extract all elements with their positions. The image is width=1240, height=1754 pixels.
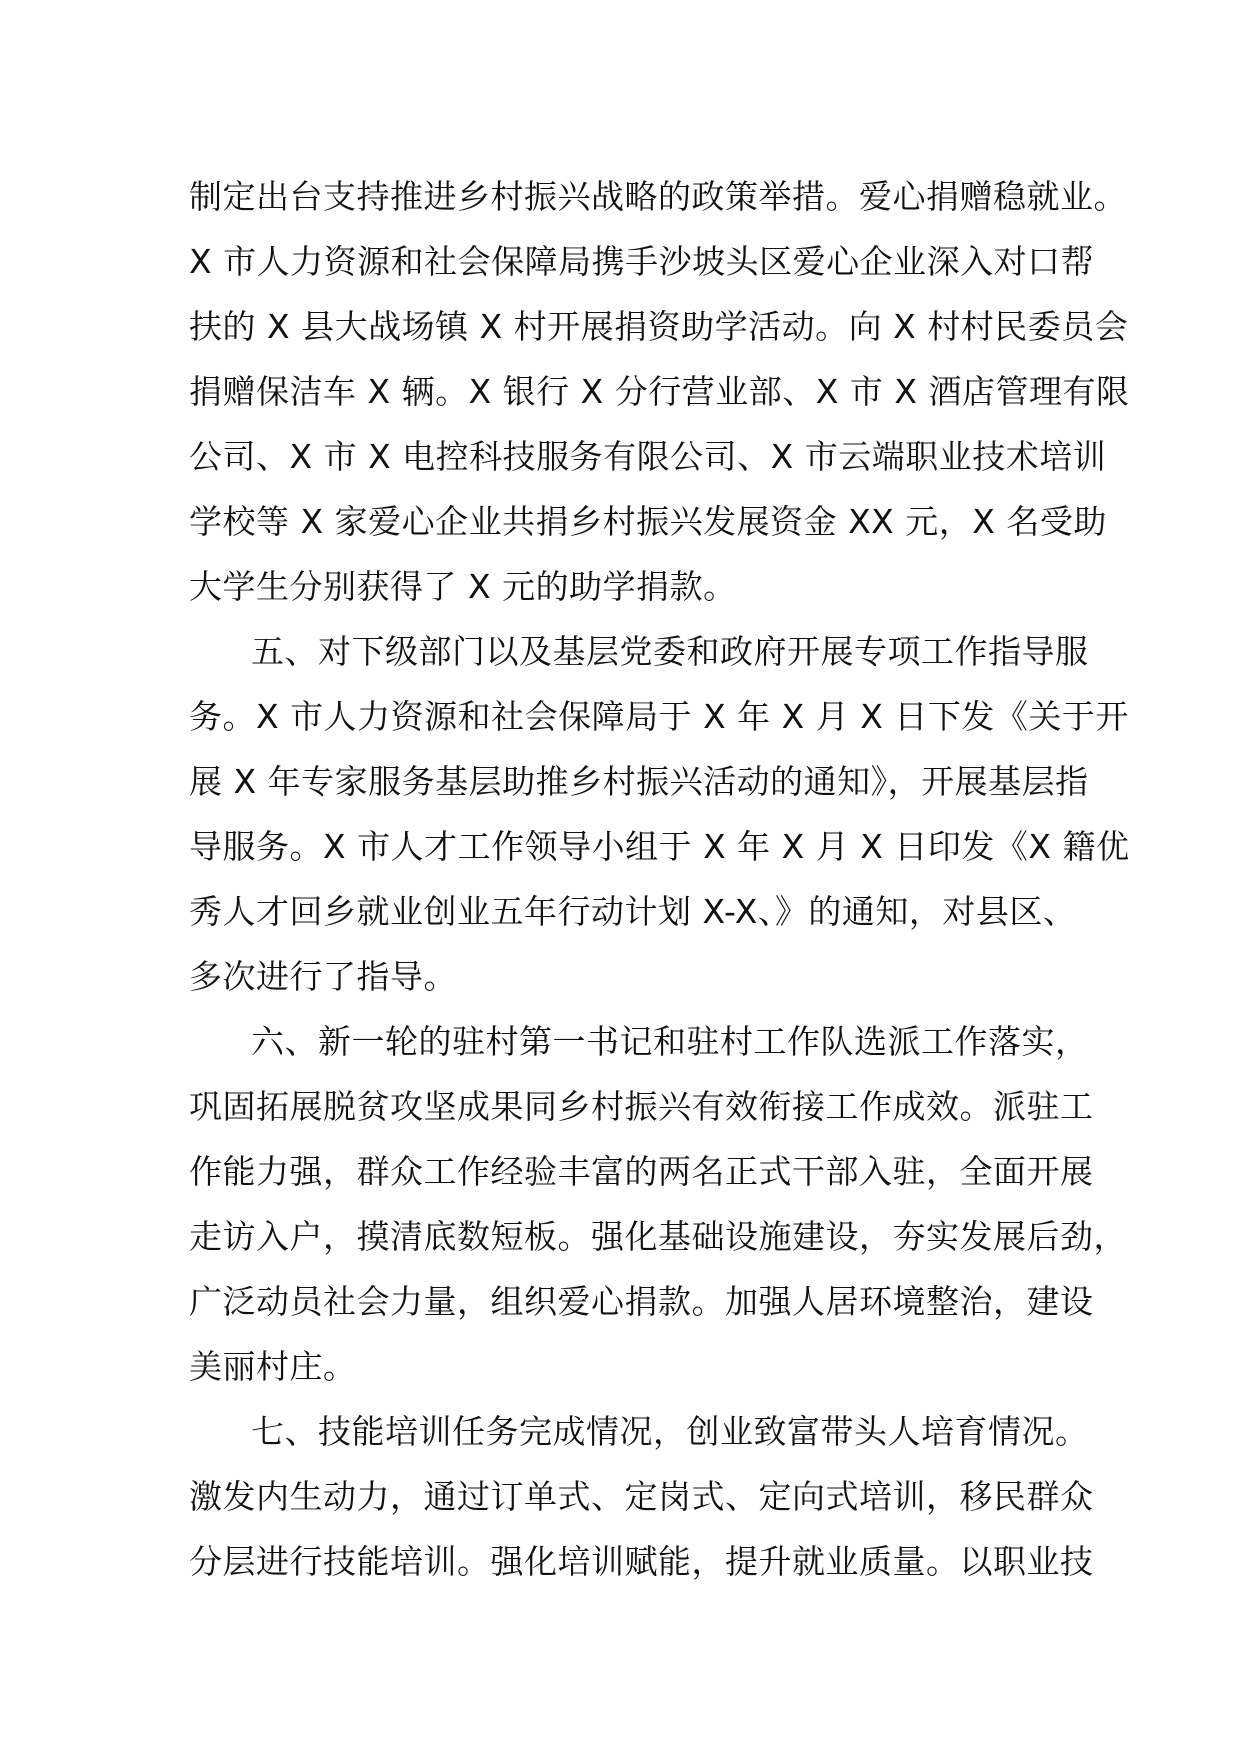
text-line: 学校等 X 家爱心企业共捐乡村振兴发展资金 XX 元，X 名受助 bbox=[189, 502, 1107, 541]
text-line: 大学生分别获得了 X 元的助学捐款。 bbox=[189, 567, 737, 606]
text-line: 捐赠保洁车 X 辆。X 银行 X 分行营业部、X 市 X 酒店管理有限 bbox=[189, 372, 1130, 411]
text-line: 务。X 市人力资源和社会保障局于 X 年 X 月 X 日下发《关于开 bbox=[189, 697, 1129, 736]
text-line: 秀人才回乡就业创业五年行动计划 X-X、》的通知，对县区、 bbox=[189, 892, 1077, 931]
text-line: 激发内生动力，通过订单式、定岗式、定向式培训，移民群众 bbox=[189, 1477, 1094, 1516]
text-line: 导服务。X 市人才工作领导小组于 X 年 X 月 X 日印发《X 籍优 bbox=[189, 827, 1130, 866]
text-line: 巩固拓展脱贫攻坚成果同乡村振兴有效衔接工作成效。派驻工 bbox=[189, 1087, 1094, 1126]
text-line: 多次进行了指导。 bbox=[189, 957, 457, 996]
body-text bbox=[189, 164, 1130, 1594]
text-line: 分层进行技能培训。强化培训赋能，提升就业质量。以职业技 bbox=[189, 1542, 1094, 1581]
text-line: X 市人力资源和社会保障局携手沙坡头区爱心企业深入对口帮 bbox=[189, 242, 1095, 281]
text-line: 广泛动员社会力量，组织爱心捐款。加强人居环境整治，建设 bbox=[189, 1282, 1094, 1321]
section-heading-line: 七、技能培训任务完成情况，创业致富带头人培育情况。 bbox=[251, 1412, 1089, 1451]
text-line: 美丽村庄。 bbox=[189, 1347, 357, 1386]
section-heading-line: 六、新一轮的驻村第一书记和驻村工作队选派工作落实， bbox=[251, 1022, 1089, 1061]
section-heading-line: 五、对下级部门以及基层党委和政府开展专项工作指导服 bbox=[251, 632, 1089, 671]
text-line: 制定出台支持推进乡村振兴战略的政策举措。爱心捐赠稳就业。 bbox=[189, 177, 1127, 216]
text-line: 作能力强，群众工作经验丰富的两名正式干部入驻，全面开展 bbox=[189, 1152, 1094, 1191]
text-line: 扶的 X 县大战场镇 X 村开展捐资助学活动。向 X 村村民委员会 bbox=[189, 307, 1129, 346]
text-line: 走访入户，摸清底数短板。强化基础设施建设，夯实发展后劲， bbox=[189, 1217, 1127, 1256]
text-line: 公司、X 市 X 电控科技服务有限公司、X 市云端职业技术培训 bbox=[189, 437, 1107, 476]
text-line: 展 X 年专家服务基层助推乡村振兴活动的通知》，开展基层指 bbox=[189, 762, 1089, 801]
